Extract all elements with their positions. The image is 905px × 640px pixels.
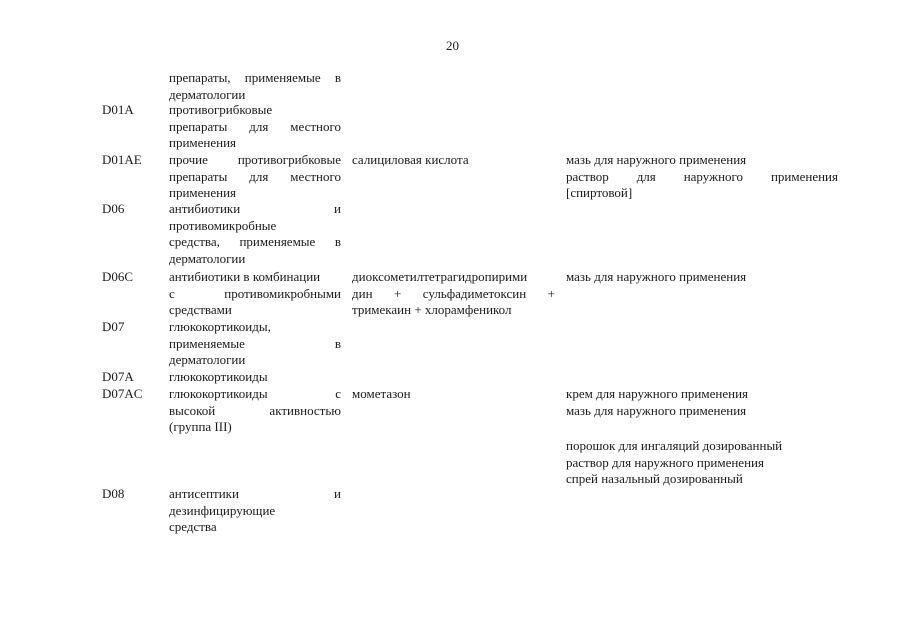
row-d06-name-line-2: противомикробные <box>169 217 277 233</box>
row-d07ac-name-line-2: высокой активностью <box>169 402 341 418</box>
row-d07ac-name <box>169 386 341 436</box>
row-d08-name-line-1: антисептики и <box>169 486 341 501</box>
row-d07-code: D07 <box>102 319 125 334</box>
row-d01a-code: D01A <box>102 102 134 117</box>
row-d07ac-name-line-1: глюкокортикоиды с <box>169 386 341 401</box>
row-d01a-name-line-2: препараты для местного <box>169 118 341 134</box>
row-d01a-name-line-3: применения <box>169 135 237 150</box>
row-d06c-drug-line-1: диоксометилтетрагидропирими <box>352 269 528 284</box>
row-d07a-name <box>169 369 341 386</box>
row-d06-name-line-4: дерматологии <box>169 250 246 266</box>
row-d01ae-code: D01AE <box>102 152 142 167</box>
row-d07-name-line-3: дерматологии <box>169 352 246 367</box>
row-d07-name <box>169 319 341 369</box>
row-d08-name-line-3: средства <box>169 519 217 534</box>
row-d01ae-drug <box>352 152 555 169</box>
row-d01a-name <box>169 102 341 152</box>
row-0-name <box>169 70 341 103</box>
row-d06c-drug-line-2: дин + сульфадиметоксин + <box>352 285 555 301</box>
row-d01ae-name-line-2: препараты для местного <box>169 168 341 184</box>
row-d01ae-forms <box>566 152 838 202</box>
row-d06c-name-line-3: средствами <box>169 302 232 317</box>
row-d01ae-drug-line-1: салициловая кислота <box>352 152 469 167</box>
row-d01ae-name <box>169 152 341 202</box>
row-d01ae-name-line-3: применения <box>169 185 237 200</box>
row-d06-name <box>169 201 341 267</box>
row-d07ac-form-line-2: мазь для наружного применения <box>566 402 747 418</box>
row-d06c-name-line-1: антибиотики в комбинации <box>169 269 321 284</box>
row-d07ac-form-line-1: крем для наружного применения <box>566 386 749 401</box>
row-d07ac-code: D07AC <box>102 386 143 401</box>
row-d07-name-line-1: глюкокортикоиды, <box>169 319 271 334</box>
row-d06c-forms <box>566 269 838 286</box>
row-d06c-code: D06C <box>102 269 134 284</box>
row-d06c-name <box>169 269 341 319</box>
row-d07ac-form-line-4: порошок для ингаляций дозированный <box>566 438 783 453</box>
row-d07ac-drug <box>352 386 555 403</box>
row-d06c-drug-line-3: тримекаин + хлорамфеникол <box>352 302 512 317</box>
row-d07ac-name-line-3: (группа III) <box>169 419 232 434</box>
row-d07ac-forms <box>566 386 838 488</box>
row-d07a-name-line-1: глюкокортикоиды <box>169 369 268 384</box>
row-d08-name-line-2: дезинфицирующие <box>169 502 276 518</box>
row-d06c-name-line-2: с противомикробными <box>169 285 341 301</box>
row-d06-code: D06 <box>102 201 125 216</box>
row-d01a-name-line-1: противогрибковые <box>169 102 273 117</box>
page-number: 20 <box>446 38 459 53</box>
row-d06-name-line-3: средства, применяемые в <box>169 234 341 249</box>
row-d07ac-form-line-6: спрей назальный дозированный <box>566 471 743 486</box>
row-d08-code: D08 <box>102 486 125 501</box>
row-d07ac-form-gap <box>566 419 838 438</box>
row-0-name-line-2: дерматологии <box>169 86 246 102</box>
row-d01ae-form-line-1: мазь для наружного применения <box>566 152 747 167</box>
row-d07ac-form-line-5: раствор для наружного применения <box>566 454 764 470</box>
row-0-name-line-1: препараты, применяемые в <box>169 70 341 85</box>
row-d01ae-name-line-1: прочие противогрибковые <box>169 152 341 167</box>
row-d06c-form-line-1: мазь для наружного применения <box>566 269 747 284</box>
row-d01ae-form-line-3: [спиртовой] <box>566 185 633 200</box>
row-d06c-drug <box>352 269 555 319</box>
row-d08-name <box>169 486 341 536</box>
row-d07ac-drug-line-1: мометазон <box>352 386 411 401</box>
row-d06-name-line-1: антибиотики и <box>169 201 341 216</box>
row-d07-name-line-2: применяемые в <box>169 335 341 351</box>
row-d07a-code: D07A <box>102 369 134 384</box>
row-d01ae-form-line-2: раствор для наружного применения <box>566 168 838 184</box>
